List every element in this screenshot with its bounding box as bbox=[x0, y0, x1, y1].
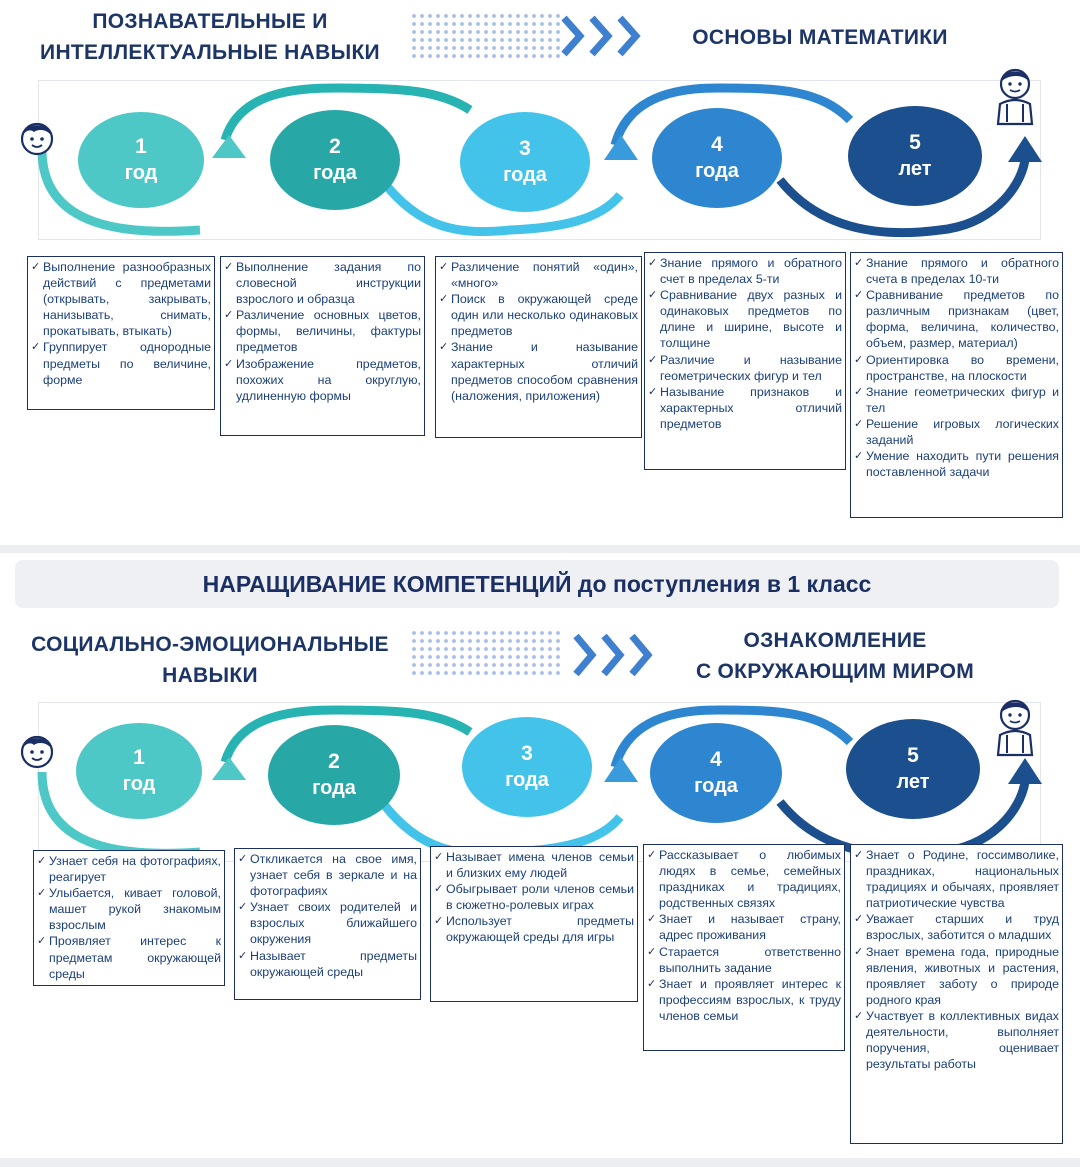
skill-item: ✓ Называет предметы окружающей среды bbox=[238, 948, 417, 980]
age-circle-3 bbox=[462, 717, 592, 817]
skill-item: ✓ Знание и называние характерных отличий предметов способом сравнения (наложения, приложения) bbox=[439, 339, 638, 403]
skill-item: ✓ Знание геометрических фигур и тел bbox=[854, 384, 1059, 416]
age-unit: года bbox=[312, 777, 356, 799]
dot-pattern bbox=[410, 629, 560, 679]
skills-box-age-5 bbox=[850, 252, 1063, 518]
age-number: 3 bbox=[519, 137, 531, 160]
skill-item: ✓ Различение основных цветов, формы, величины, фактуры предметов bbox=[224, 307, 421, 355]
schoolchild-icon bbox=[994, 695, 1036, 757]
top-left-title bbox=[20, 6, 400, 68]
skills-box-age-2 bbox=[220, 256, 425, 436]
skill-item: ✓ Обыгрывает роли членов семьи в сюжетно-ролевых играх bbox=[434, 881, 634, 913]
skill-item: ✓ Рассказывает о любимых людях в семье, семейных праздниках и традициях, родственных связях bbox=[647, 847, 841, 911]
skill-item: ✓ Знает о Родине, госсимволике, праздниках, национальных традициях и обычаях, проявляет патриотические чувства bbox=[854, 847, 1059, 911]
skills-box-age-3 bbox=[435, 256, 642, 438]
skill-item: ✓ Узнает себя на фотографиях, реагирует bbox=[37, 853, 221, 885]
age-number: 5 bbox=[909, 131, 921, 154]
skill-item: ✓ Называет имена членов семьи и близких ему людей bbox=[434, 849, 634, 881]
skills-box-age-2 bbox=[234, 848, 421, 1000]
age-circle-5 bbox=[846, 719, 980, 819]
age-unit: года bbox=[694, 775, 738, 797]
age-number: 1 bbox=[133, 746, 145, 769]
skill-item: ✓ Умение находить пути решения поставленной задачи bbox=[854, 448, 1059, 480]
age-number: 2 bbox=[328, 750, 340, 773]
age-unit: года bbox=[503, 164, 547, 186]
age-number: 5 bbox=[907, 744, 919, 767]
skill-item: ✓ Знает и проявляет интерес к профессиям взрослых, к труду членов семьи bbox=[647, 976, 841, 1024]
top-right-title bbox=[660, 22, 980, 53]
age-circle-5 bbox=[848, 106, 982, 206]
skill-item: ✓ Улыбается, кивает головой, машет рукой знакомым взрослым bbox=[37, 885, 221, 933]
age-number: 1 bbox=[135, 135, 147, 158]
top-section bbox=[0, 0, 1080, 545]
bottom-right-title-line2: С ОКРУЖАЮЩИМ МИРОМ bbox=[695, 660, 975, 683]
top-right-title-line1: ОСНОВЫ МАТЕМАТИКИ bbox=[692, 26, 948, 49]
skills-box-age-3 bbox=[430, 846, 638, 1002]
section-divider bbox=[0, 545, 1080, 553]
age-circle-3 bbox=[460, 112, 590, 212]
skill-item: ✓ Ориентировка во времени, пространстве, на плоскости bbox=[854, 352, 1059, 384]
age-unit: года bbox=[505, 769, 549, 791]
skill-item: ✓ Поиск в окружающей среде один или несколько одинаковых предметов bbox=[439, 291, 638, 339]
skill-item: ✓ Уважает старших и труд взрослых, заботится о младших bbox=[854, 911, 1059, 943]
schoolchild-icon bbox=[994, 64, 1036, 126]
skills-box-age-4 bbox=[644, 252, 846, 470]
skills-box-age-5 bbox=[850, 844, 1063, 1144]
skill-item: ✓ Различение понятий «один», «много» bbox=[439, 259, 638, 291]
skills-box-age-4 bbox=[643, 844, 845, 1051]
banner-title: НАРАЩИВАНИЕ КОМПЕТЕНЦИЙ до поступления в 1 класс bbox=[15, 560, 1059, 608]
age-unit: года bbox=[313, 162, 357, 184]
skill-item: ✓ Сравнивание двух разных и одинаковых предметов по длине и ширине, высоте и толщине bbox=[648, 287, 842, 351]
toddler-face-icon bbox=[16, 729, 58, 771]
chevrons-icon bbox=[558, 12, 658, 60]
skill-item: ✓ Участвует в коллективных видах деятельности, выполняет поручения, оценивает результаты работы bbox=[854, 1008, 1059, 1072]
skill-item: ✓ Откликается на свое имя, узнает себя в зеркале и на фотографиях bbox=[238, 851, 417, 899]
age-unit: лет bbox=[896, 771, 930, 793]
age-circle-4 bbox=[650, 723, 782, 823]
skill-item: ✓ Использует предметы окружающей среды для игры bbox=[434, 913, 634, 945]
skill-item: ✓ Сравнивание предметов по различным признакам (цвет, форма, величина, количество, объем, размер, материал) bbox=[854, 287, 1059, 351]
bottom-divider bbox=[0, 1158, 1080, 1167]
top-left-title-line1: ПОЗНАВАТЕЛЬНЫЕ И bbox=[92, 10, 328, 33]
skills-box-age-1 bbox=[33, 850, 225, 986]
age-number: 4 bbox=[711, 133, 723, 156]
bottom-left-title bbox=[10, 629, 410, 691]
skill-item: ✓ Группирует однородные предметы по величине, форме bbox=[31, 339, 211, 387]
age-unit: года bbox=[695, 160, 739, 182]
toddler-face-icon bbox=[16, 116, 58, 158]
skill-item: ✓ Различие и называние геометрических фигур и тел bbox=[648, 352, 842, 384]
age-number: 3 bbox=[521, 742, 533, 765]
skills-box-age-1 bbox=[27, 256, 215, 410]
chevrons-icon bbox=[570, 630, 670, 680]
bottom-section bbox=[0, 615, 1080, 1167]
skill-item: ✓ Называние признаков и характерных отличий предметов bbox=[648, 384, 842, 432]
age-circle-2 bbox=[270, 110, 400, 210]
bottom-left-title-line1: СОЦИАЛЬНО-ЭМОЦИОНАЛЬНЫЕ bbox=[31, 633, 389, 656]
skill-item: ✓ Выполнение разнообразных действий с предметами (открывать, закрывать, нанизывать, снимать, прокатывать, втыкать) bbox=[31, 259, 211, 339]
age-circle-1 bbox=[76, 723, 202, 819]
top-left-title-line2: ИНТЕЛЛЕКТУАЛЬНЫЕ НАВЫКИ bbox=[40, 41, 380, 64]
skill-item: ✓ Знает времена года, природные явления, животных и растения, проявляет заботу о природе родного края bbox=[854, 944, 1059, 1008]
skill-item: ✓ Узнает своих родителей и взрослых ближайшего окружения bbox=[238, 899, 417, 947]
age-unit: лет bbox=[898, 158, 932, 180]
age-circle-4 bbox=[652, 108, 782, 208]
age-unit: год bbox=[122, 773, 156, 795]
bottom-right-title bbox=[675, 625, 995, 687]
age-unit: год bbox=[124, 162, 158, 184]
dot-pattern bbox=[410, 12, 560, 62]
skill-item: ✓ Изображение предметов, похожих на округлую, удлиненную формы bbox=[224, 356, 421, 404]
skill-item: ✓ Знание прямого и обратного счета в пределах 10-ти bbox=[854, 255, 1059, 287]
age-number: 2 bbox=[329, 135, 341, 158]
skill-item: ✓ Старается ответственно выполнить задание bbox=[647, 944, 841, 976]
skill-item: ✓ Выполнение задания по словесной инструкции взрослого и образца bbox=[224, 259, 421, 307]
skill-item: ✓ Знание прямого и обратного счет в пределах 5-ти bbox=[648, 255, 842, 287]
age-circle-1 bbox=[78, 112, 204, 208]
skill-item: ✓ Решение игровых логических заданий bbox=[854, 416, 1059, 448]
skill-item: ✓ Проявляет интерес к предметам окружающей среды bbox=[37, 933, 221, 981]
skill-item: ✓ Знает и называет страну, адрес проживания bbox=[647, 911, 841, 943]
bottom-left-title-line2: НАВЫКИ bbox=[162, 664, 258, 687]
age-number: 4 bbox=[710, 748, 722, 771]
age-circle-2 bbox=[268, 725, 400, 825]
bottom-right-title-line1: ОЗНАКОМЛЕНИЕ bbox=[743, 629, 927, 652]
